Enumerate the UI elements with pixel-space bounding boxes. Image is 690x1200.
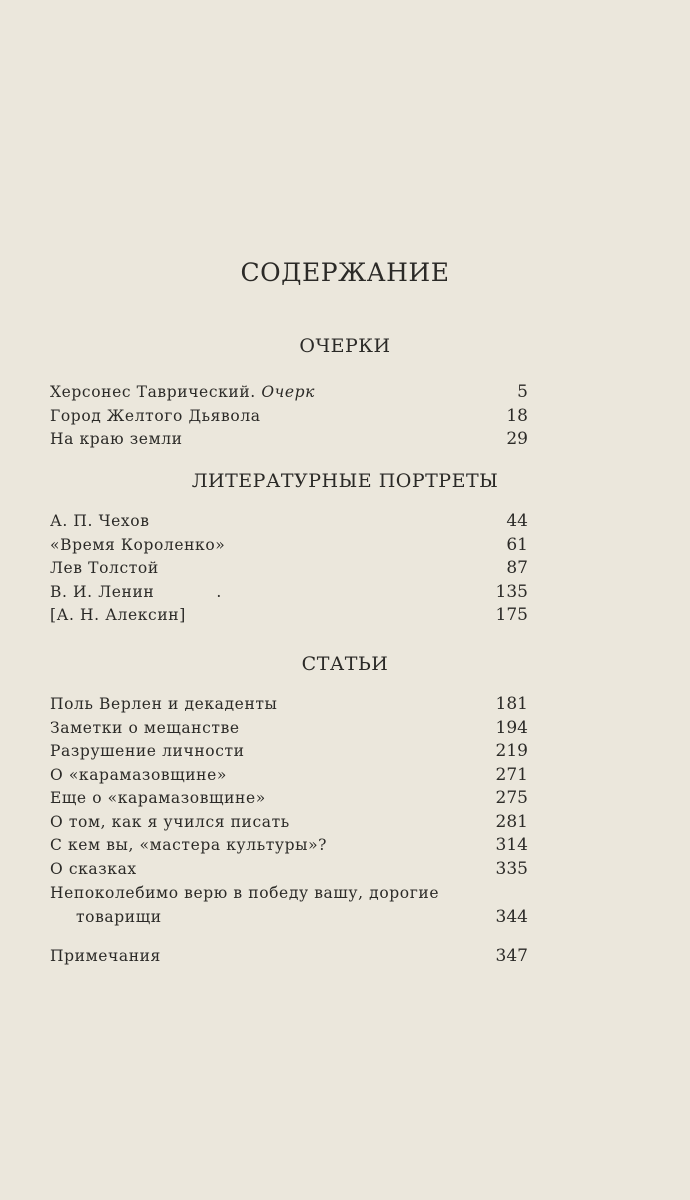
entry-page: 275 [495, 788, 528, 808]
entry-page: 344 [495, 907, 528, 927]
toc-entry [50, 945, 528, 969]
entry-title: А. П. Чехов [50, 512, 150, 530]
entry-page: 18 [506, 405, 528, 426]
entry-title: Поль Верлен и декаденты [50, 695, 278, 713]
toc-articles [50, 693, 528, 931]
entry-page: 29 [506, 429, 528, 449]
entry-page: 347 [495, 946, 528, 966]
toc-essays [50, 381, 528, 452]
entry-page: 87 [506, 558, 528, 578]
entry-title: [А. Н. Алексин] [50, 606, 186, 624]
entry-title: В. И. Ленин . [50, 582, 222, 601]
toc-entry [50, 858, 528, 882]
entry-title: Примечания [50, 947, 161, 965]
entry-page: 175 [495, 605, 528, 625]
entry-title: Херсонес Таврический. Очерк [50, 383, 316, 401]
toc-entry [50, 581, 528, 605]
toc-entry [50, 693, 528, 717]
entry-title: Город Желтого Дьявола [50, 406, 261, 425]
toc-portraits [50, 510, 528, 628]
page-title: СОДЕРЖАНИЕ [240, 258, 450, 287]
entry-title: Разрушение личности [50, 742, 245, 760]
toc-entry [50, 428, 528, 452]
entry-page: 44 [506, 511, 528, 531]
toc-entry [50, 534, 528, 558]
toc-entry [50, 881, 528, 931]
entry-page: 194 [495, 717, 528, 738]
entry-page: 314 [495, 835, 528, 855]
toc-entry [50, 740, 528, 764]
toc-entry [50, 811, 528, 835]
section-heading-essays: ОЧЕРКИ [299, 335, 391, 357]
entry-title: Еще о «карамазовщине» [50, 789, 266, 807]
toc-notes [50, 945, 528, 969]
entry-page: 335 [495, 858, 528, 879]
toc-entry [50, 381, 528, 405]
section-heading-articles: СТАТЬИ [301, 653, 389, 675]
entry-page: 281 [495, 811, 528, 832]
section-heading-portraits: ЛИТЕРАТУРНЫЕ ПОРТРЕТЫ [191, 470, 499, 492]
entry-page: 61 [506, 534, 528, 555]
entry-page: 181 [495, 694, 528, 714]
toc-entry [50, 405, 528, 429]
toc-entry [50, 557, 528, 581]
entry-title: «Время Короленко» [50, 535, 226, 554]
entry-page: 271 [495, 764, 528, 785]
entry-title: С кем вы, «мастера культуры»? [50, 836, 328, 854]
entry-page: 219 [495, 741, 528, 761]
entry-page: 5 [517, 382, 528, 402]
toc-entry [50, 834, 528, 858]
entry-title: Непоколебимо верю в победу вашу, дорогие товарищи [50, 884, 440, 926]
entry-title: О «карамазовщине» [50, 765, 227, 784]
entry-title: На краю земли [50, 430, 183, 448]
toc-entry [50, 510, 528, 534]
entry-page: 135 [495, 581, 528, 602]
entry-title: О том, как я учился писать [50, 812, 290, 831]
toc-entry [50, 787, 528, 811]
entry-title: Заметки о мещанстве [50, 718, 240, 737]
toc-entry [50, 604, 528, 628]
toc-entry [50, 764, 528, 788]
toc-entry [50, 717, 528, 741]
entry-title: О сказках [50, 859, 137, 878]
entry-title: Лев Толстой [50, 559, 159, 577]
